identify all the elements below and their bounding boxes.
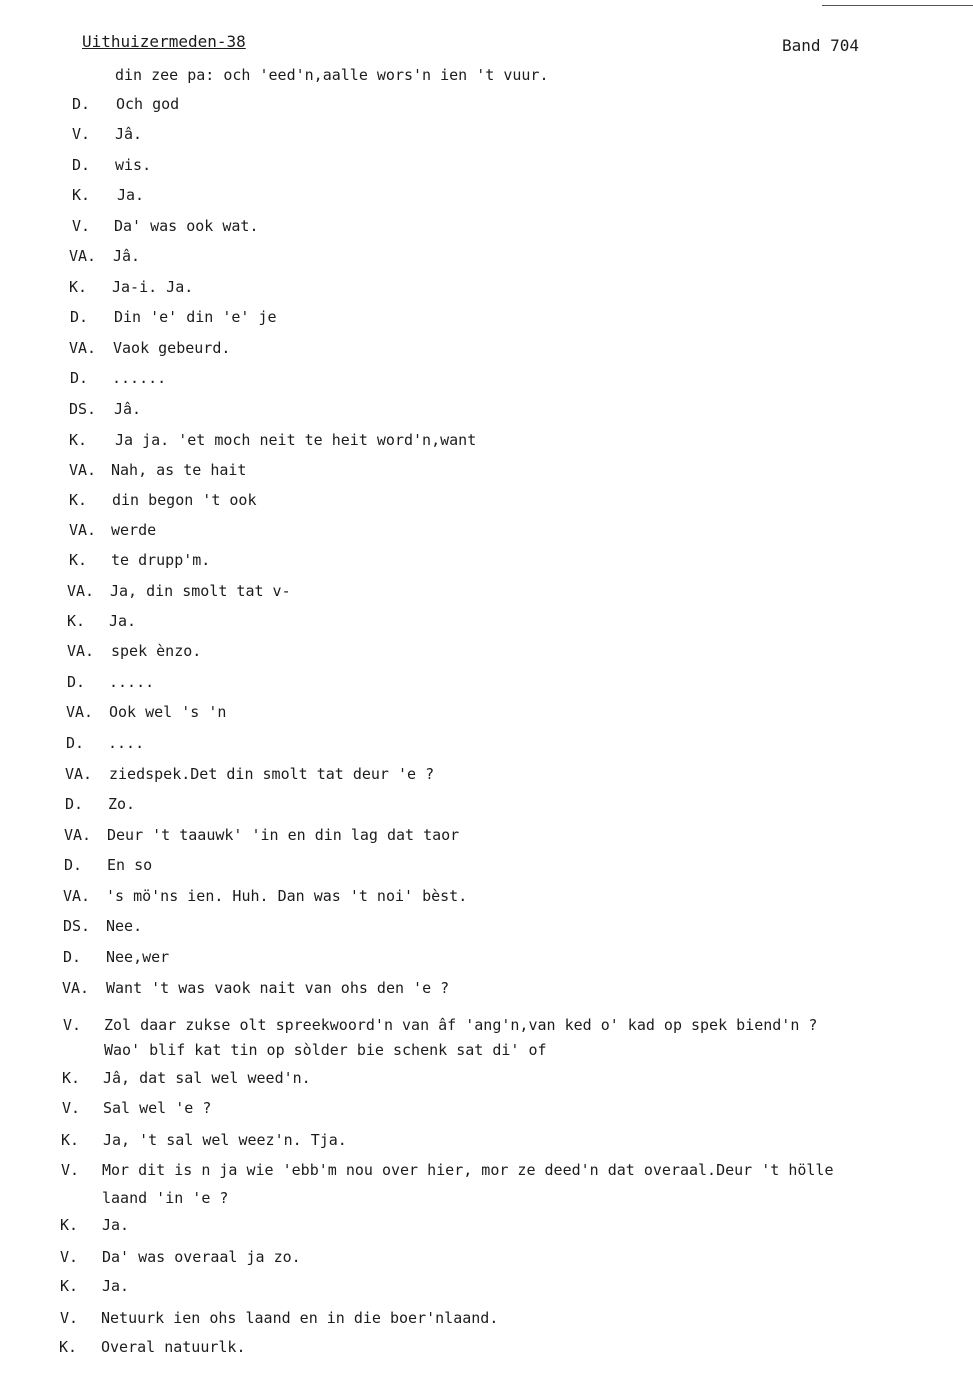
document-title: Uithuizermeden-38 bbox=[82, 32, 246, 51]
speaker-label: V. bbox=[72, 217, 91, 235]
utterance-text: Da' was overaal ja zo. bbox=[102, 1248, 301, 1266]
speaker-label: D. bbox=[64, 856, 83, 874]
speaker-label: D. bbox=[65, 795, 84, 813]
utterance-text: Nah, as te hait bbox=[111, 461, 247, 479]
speaker-label: V. bbox=[61, 1161, 80, 1179]
utterance-text: te drupp'm. bbox=[111, 551, 211, 569]
speaker-label: D. bbox=[67, 673, 86, 691]
speaker-label: D. bbox=[70, 308, 89, 326]
speaker-label: D. bbox=[72, 156, 91, 174]
speaker-label: K. bbox=[72, 186, 91, 204]
speaker-label: K. bbox=[60, 1277, 79, 1295]
speaker-label: V. bbox=[60, 1309, 79, 1327]
speaker-label: D. bbox=[70, 369, 89, 387]
speaker-label: V. bbox=[60, 1248, 79, 1266]
speaker-label: VA. bbox=[64, 826, 92, 844]
speaker-label: DS. bbox=[63, 917, 91, 935]
speaker-label: K. bbox=[67, 612, 86, 630]
speaker-label: K. bbox=[60, 1216, 79, 1234]
speaker-label: K. bbox=[69, 491, 88, 509]
speaker-label: K. bbox=[61, 1131, 80, 1149]
utterance-text: Jâ, dat sal wel weed'n. bbox=[103, 1069, 311, 1087]
speaker-label: VA. bbox=[62, 979, 90, 997]
utterance-text: Jâ. bbox=[114, 400, 142, 418]
utterance-text: Netuurk ien ohs laand en in die boer'nlaand. bbox=[101, 1309, 499, 1327]
utterance-text: Overal natuurlk. bbox=[101, 1338, 246, 1356]
speaker-label: D. bbox=[72, 95, 91, 113]
speaker-label: VA. bbox=[63, 887, 91, 905]
utterance-text: En so bbox=[107, 856, 153, 874]
band-number: Band 704 bbox=[782, 36, 860, 55]
utterance-text: Vaok gebeurd. bbox=[113, 339, 231, 357]
utterance-text: Nee. bbox=[106, 917, 143, 935]
speaker-label: VA. bbox=[67, 642, 95, 660]
speaker-label: K. bbox=[69, 431, 88, 449]
utterance-text: Ja, din smolt tat v- bbox=[110, 582, 291, 600]
utterance-text: Deur 't taauwk' 'in en din lag dat taor bbox=[107, 826, 460, 844]
utterance-text: din zee pa: och 'eed'n,aalle wors'n ien 't vuur. bbox=[115, 66, 549, 84]
utterance-text: Din 'e' din 'e' je bbox=[114, 308, 277, 326]
utterance-text: Ja. bbox=[102, 1216, 130, 1234]
utterance-text: Want 't was vaok nait van ohs den 'e ? bbox=[106, 979, 450, 997]
speaker-label: K. bbox=[62, 1069, 81, 1087]
speaker-label: DS. bbox=[69, 400, 97, 418]
utterance-text: Ja-i. Ja. bbox=[112, 278, 194, 296]
speaker-label: VA. bbox=[69, 247, 97, 265]
utterance-text: .... bbox=[108, 734, 145, 752]
utterance-text: Zol daar zukse olt spreekwoord'n van âf 'ang'n,van ked o' kad op spek biend'n ? bbox=[104, 1016, 818, 1034]
utterance-text: Ja. bbox=[117, 186, 145, 204]
utterance-text: Da' was ook wat. bbox=[114, 217, 259, 235]
speaker-label: V. bbox=[63, 1016, 82, 1034]
speaker-label: V. bbox=[72, 125, 91, 143]
speaker-label: V. bbox=[62, 1099, 81, 1117]
utterance-text: Sal wel 'e ? bbox=[103, 1099, 212, 1117]
utterance-text: Mor dit is n ja wie 'ebb'm nou over hier, mor ze deed'n dat overaal.Deur 't hölle bbox=[102, 1161, 834, 1179]
utterance-text: Och god bbox=[116, 95, 180, 113]
speaker-label: VA. bbox=[69, 461, 97, 479]
utterance-text: ziedspek.Det din smolt tat deur 'e ? bbox=[109, 765, 435, 783]
utterance-text: spek ènzo. bbox=[111, 642, 202, 660]
speaker-label: VA. bbox=[69, 521, 97, 539]
speaker-label: VA. bbox=[66, 703, 94, 721]
utterance-text: werde bbox=[111, 521, 157, 539]
speaker-label: D. bbox=[66, 734, 85, 752]
speaker-label: VA. bbox=[69, 339, 97, 357]
utterance-text: laand 'in 'e ? bbox=[102, 1189, 229, 1207]
utterance-text: 's mö'ns ien. Huh. Dan was 't noi' bèst. bbox=[106, 887, 468, 905]
utterance-text: ...... bbox=[112, 369, 167, 387]
utterance-text: Ja. bbox=[102, 1277, 130, 1295]
utterance-text: din begon 't ook bbox=[112, 491, 257, 509]
utterance-text: Zo. bbox=[108, 795, 136, 813]
speaker-label: K. bbox=[69, 278, 88, 296]
speaker-label: K. bbox=[59, 1338, 78, 1356]
top-rule bbox=[822, 5, 973, 6]
utterance-text: Ook wel 's 'n bbox=[109, 703, 227, 721]
utterance-text: Ja, 't sal wel weez'n. Tja. bbox=[103, 1131, 347, 1149]
speaker-label: D. bbox=[63, 948, 82, 966]
speaker-label: K. bbox=[69, 551, 88, 569]
speaker-label: VA. bbox=[65, 765, 93, 783]
utterance-text: Ja ja. 'et moch neit te heit word'n,want bbox=[115, 431, 477, 449]
utterance-text: wis. bbox=[115, 156, 152, 174]
utterance-text: ..... bbox=[109, 673, 155, 691]
utterance-text: Jâ. bbox=[113, 247, 141, 265]
utterance-text: Jâ. bbox=[115, 125, 143, 143]
utterance-text: Wao' blif kat tin op sòlder bie schenk sat di' of bbox=[104, 1041, 547, 1059]
utterance-text: Nee,wer bbox=[106, 948, 170, 966]
speaker-label: VA. bbox=[67, 582, 95, 600]
utterance-text: Ja. bbox=[109, 612, 137, 630]
